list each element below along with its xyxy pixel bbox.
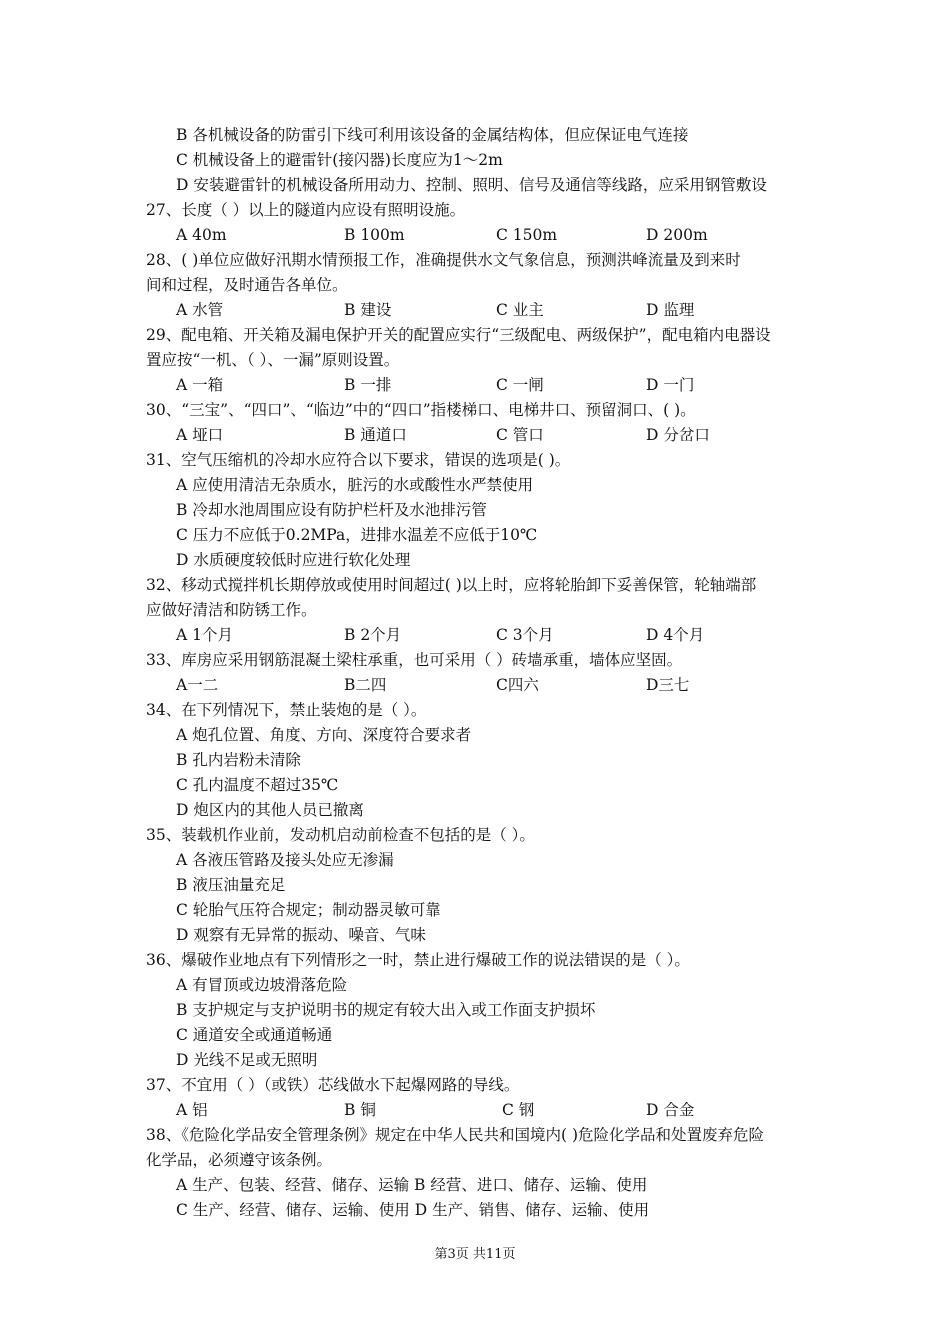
- q27-option-d: D 200m: [646, 226, 708, 244]
- q26-option-b: B 各机械设备的防雷引下线可利用该设备的金属结构体，但应保证电气连接: [176, 126, 689, 144]
- q27-option-c: C 150m: [496, 226, 558, 244]
- q37-option-c: C 钢: [502, 1101, 535, 1119]
- q34-stem: 34、在下列情况下，禁止装炮的是（ ）。: [146, 701, 427, 719]
- q36-option-a: A 有冒顶或边坡滑落危险: [176, 976, 348, 994]
- q29-option-b: B 一排: [344, 376, 392, 394]
- q27-stem: 27、长度（ ）以上的隧道内应设有照明设施。: [146, 201, 466, 219]
- q33-stem: 33、库房应采用钢筋混凝土梁柱承重，也可采用（ ）砖墙承重，墙体应坚固。: [146, 651, 683, 669]
- q32-option-b: B 2个月: [344, 626, 402, 644]
- q29-option-c: C 一闸: [496, 376, 544, 394]
- q34-option-c: C 孔内温度不超过35℃: [176, 776, 339, 794]
- q33-option-c: C四六: [496, 676, 539, 694]
- q37-option-b: B 铜: [344, 1101, 376, 1119]
- q32-option-a: A 1个月: [176, 626, 233, 644]
- q38-stem-line1: 38、《危险化学品安全管理条例》规定在中华人民共和国境内( )危险化学品和处置废弃危险: [146, 1126, 764, 1144]
- q28-option-a: A 水管: [176, 301, 224, 319]
- q34-option-d: D 炮区内的其他人员已撤离: [176, 801, 364, 819]
- q30-option-d: D 分岔口: [646, 426, 710, 444]
- q38-options-cd: C 生产、经营、储存、运输、使用 D 生产、销售、储存、运输、使用: [176, 1201, 650, 1219]
- q34-option-a: A 炮孔位置、角度、方向、深度符合要求者: [176, 726, 472, 744]
- q28-stem-line1: 28、( )单位应做好汛期水情预报工作，准确提供水文气象信息，预测洪峰流量及到来时: [146, 251, 741, 269]
- q29-option-a: A 一箱: [176, 376, 224, 394]
- q35-option-a: A 各液压管路及接头处应无渗漏: [176, 851, 394, 869]
- q38-stem-line2: 化学品，必须遵守该条例。: [146, 1151, 333, 1169]
- q37-option-a: A 铝: [176, 1101, 208, 1119]
- q30-option-c: C 管口: [496, 426, 544, 444]
- q31-option-a: A 应使用清洁无杂质水，脏污的水或酸性水严禁使用: [176, 476, 534, 494]
- q27-option-a: A 40m: [176, 226, 227, 244]
- q31-option-d: D 水质硬度较低时应进行软化处理: [176, 551, 411, 569]
- q36-option-c: C 通道安全或通道畅通: [176, 1026, 333, 1044]
- q32-stem-line2: 应做好清洁和防锈工作。: [146, 601, 317, 619]
- q29-option-d: D 一门: [646, 376, 695, 394]
- q30-stem: 30、“三宝”、“四口”、“临边”中的“四口”指楼梯口、电梯井口、预留洞口、( )。: [146, 401, 696, 419]
- q27-option-b: B 100m: [344, 226, 405, 244]
- q30-option-b: B 通道口: [344, 426, 407, 444]
- q35-option-c: C 轮胎气压符合规定；制动器灵敏可靠: [176, 901, 441, 919]
- q36-stem: 36、爆破作业地点有下列情形之一时，禁止进行爆破工作的说法错误的是（ ）。: [146, 951, 690, 969]
- q31-option-c: C 压力不应低于0.2MPa，进排水温差不应低于10℃: [176, 526, 538, 544]
- q36-option-d: D 光线不足或无照明: [176, 1051, 318, 1069]
- q28-stem-line2: 间和过程，及时通告各单位。: [146, 276, 348, 294]
- q35-option-b: B 液压油量充足: [176, 876, 286, 894]
- q29-stem-line1: 29、配电箱、开关箱及漏电保护开关的配置应实行“三级配电、两级保护”，配电箱内电器设: [146, 326, 771, 344]
- q31-option-b: B 冷却水池周围应设有防护栏杆及水池排污管: [176, 501, 487, 519]
- q37-stem: 37、不宜用（ ）（或铁）芯线做水下起爆网路的导线。: [146, 1076, 520, 1094]
- q30-option-a: A 垭口: [176, 426, 224, 444]
- q35-stem: 35、装载机作业前，发动机启动前检查不包括的是（ ）。: [146, 826, 535, 844]
- q32-option-d: D 4个月: [646, 626, 705, 644]
- q31-stem: 31、空气压缩机的冷却水应符合以下要求，错误的选项是( )。: [146, 451, 571, 469]
- q33-option-a: A一二: [176, 676, 219, 694]
- q32-stem-line1: 32、移动式搅拌机长期停放或使用时间超过( )以上时，应将轮胎卸下妥善保管，轮轴端部: [146, 576, 757, 594]
- q28-option-d: D 监理: [646, 301, 695, 319]
- q33-option-d: D三七: [646, 676, 690, 694]
- q26-option-d: D 安装避雷针的机械设备所用动力、控制、照明、信号及通信等线路，应采用钢管敷设: [176, 176, 767, 194]
- q36-option-b: B 支护规定与支护说明书的规定有较大出入或工作面支护损坏: [176, 1001, 596, 1019]
- q29-stem-line2: 置应按“一机、（ ）、一漏”原则设置。: [146, 351, 400, 369]
- q35-option-d: D 观察有无异常的振动、噪音、气味: [176, 926, 426, 944]
- q37-option-d: D 合金: [646, 1101, 695, 1119]
- q34-option-b: B 孔内岩粉未清除: [176, 751, 301, 769]
- q28-option-b: B 建设: [344, 301, 392, 319]
- q33-option-b: B二四: [344, 676, 387, 694]
- page-footer: 第3页 共11页: [434, 1247, 516, 1262]
- q32-option-c: C 3个月: [496, 626, 554, 644]
- q38-options-ab: A 生产、包装、经营、储存、运输 B 经营、进口、储存、运输、使用: [176, 1176, 648, 1194]
- q28-option-c: C 业主: [496, 301, 544, 319]
- q26-option-c: C 机械设备上的避雷针(接闪器)长度应为1～2m: [176, 151, 503, 169]
